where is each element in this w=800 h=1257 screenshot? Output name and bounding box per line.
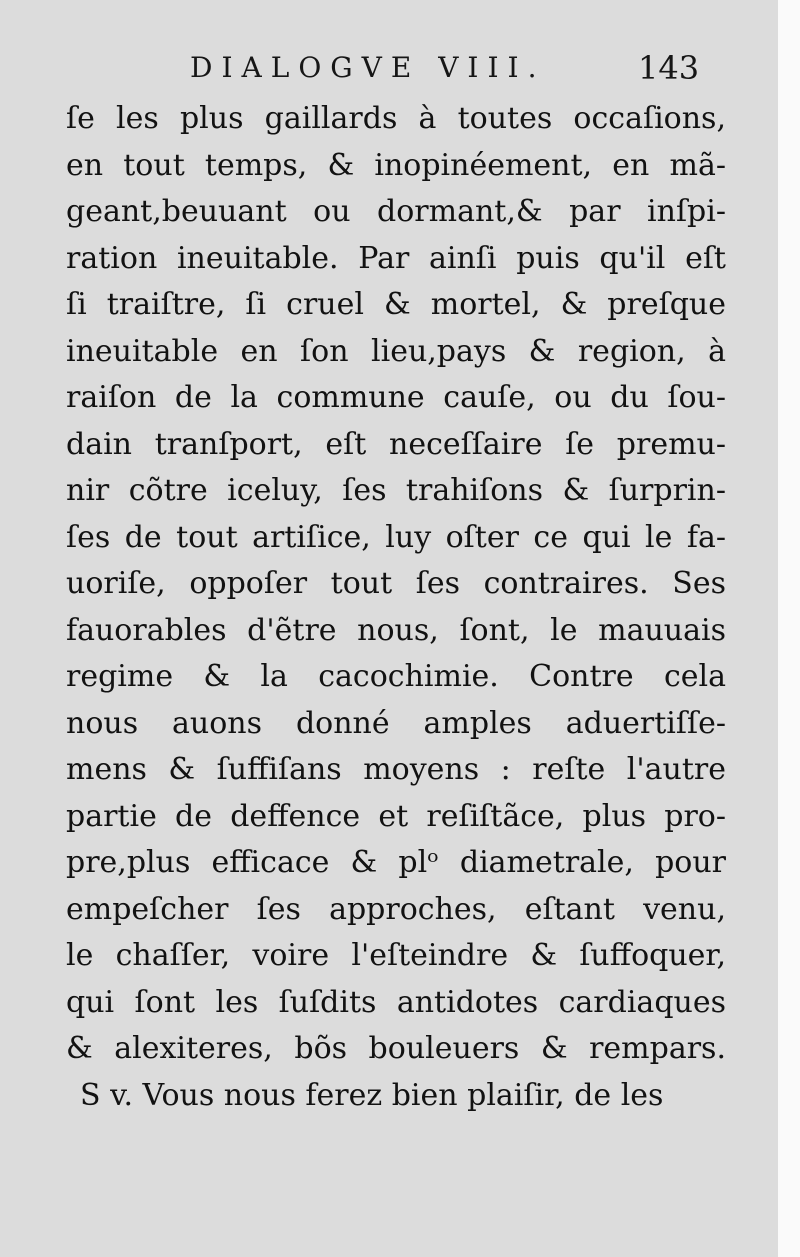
text-line: geant,beuuant ou dormant,& par inſpi- [66,194,726,229]
text-line: en tout temps, & inopinéement, en mã- [66,147,726,183]
text-line: ſes de tout artiſice, luy oſter ce qui le fa- [66,519,726,555]
page-number: 143 [638,49,700,87]
text-line: nir cõtre iceluy, ſes trahiſons & ſurprin- [66,473,726,508]
text-line: nous auons donné amples aduertiſſe- [66,705,726,741]
body-text [66,96,726,1119]
text-line: S v. Vous nous ferez bien plaiſir, de les [80,1077,664,1113]
text-line: raiſon de la commune cauſe, ou du ſou- [66,380,726,415]
text-line: qui ſont les ſuſdits antidotes cardiaques [66,984,726,1020]
text-line: fauorables d'ẽtre nous, ſont, le mauuais [66,612,726,648]
text-line: ſi traiſtre, ſi cruel & mortel, & preſque [66,287,726,322]
text-line: uoriſe, oppoſer tout ſes contraires. Ses [66,566,726,601]
text-line: le chaſſer, voire l'eſteindre & ſuffoquer, [66,938,726,973]
text-line: mens & ſuffiſans moyens : reſte l'autre [66,752,726,787]
page-header [0,44,800,92]
text-line: ineuitable en ſon lieu,pays & region, à [66,333,726,369]
page-edge [778,0,800,1257]
text-line: dain tranſport, eſt neceſſaire ſe premu- [66,426,726,462]
text-line: ration ineuitable. Par ainſi puis qu'il eſt [66,240,726,276]
text-line: empeſcher ſes approches, eſtant venu, [66,891,726,927]
text-line: partie de deffence et reſiſtãce, plus pro- [66,798,726,834]
running-title: DIALOGVE VIII. [190,51,546,84]
text-line: & alexiteres, bõs bouleuers & rempars. [66,1031,726,1066]
text-line: pre,plus efficace & plᵒ diametrale, pour [66,845,726,880]
text-line: regime & la cacochimie. Contre cela [66,659,726,694]
text-line: ſe les plus gaillards à toutes occaſions, [66,101,726,136]
